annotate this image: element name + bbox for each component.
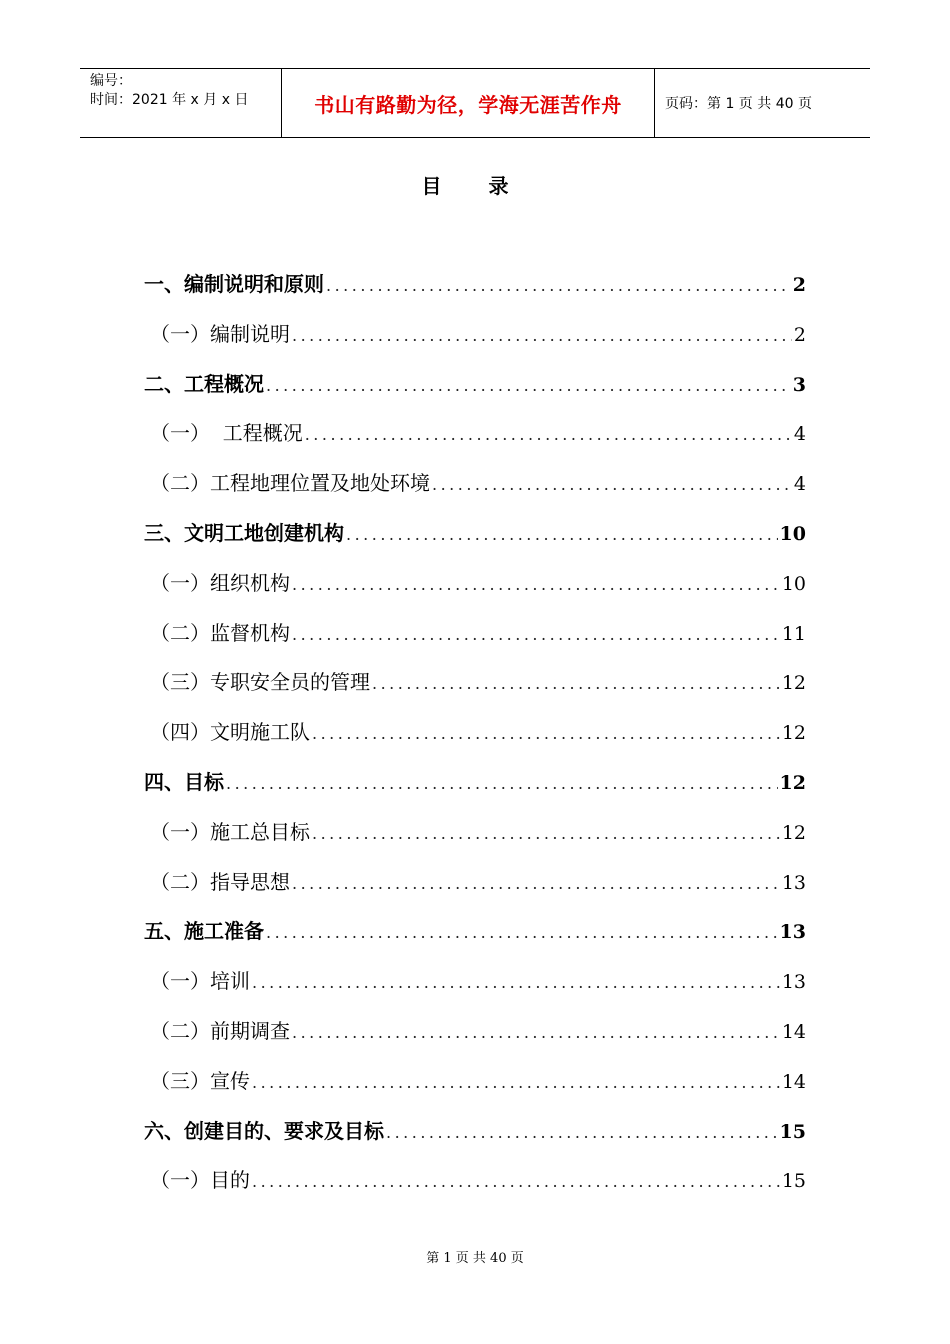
header-meta-cell (80, 69, 282, 137)
toc-dot-leader (386, 1115, 778, 1151)
toc-entry[interactable] (144, 913, 806, 963)
toc-entry[interactable] (144, 316, 806, 366)
toc-entry-page: 13 (781, 871, 806, 894)
toc-entry[interactable] (144, 465, 806, 515)
toc-entry-page: 14 (781, 1020, 806, 1043)
toc-entry[interactable] (144, 963, 806, 1013)
toc-entry[interactable] (144, 1162, 806, 1212)
document-time-label: 时间：2021 年 x 月 x 日 (90, 92, 249, 108)
toc-entry[interactable] (144, 764, 806, 814)
toc-title: 目 录 (421, 174, 529, 198)
toc-entry-label: （一）目的 (150, 1168, 250, 1193)
toc-entry-label: 四、目标 (144, 769, 224, 794)
toc-entry[interactable] (144, 515, 806, 565)
footer-page-number: 第 1 页 共 40 页 (426, 1251, 524, 1266)
toc-dot-leader (292, 866, 780, 902)
toc-dot-leader (252, 1164, 780, 1200)
toc-entry[interactable] (144, 864, 806, 914)
toc-entry[interactable] (144, 615, 806, 665)
toc-dot-leader (305, 417, 792, 453)
toc-dot-leader (266, 915, 778, 951)
toc-entry-label: 一、编制说明和原则 (144, 272, 324, 296)
toc-entry-page: 4 (793, 473, 806, 496)
toc-dot-leader (346, 517, 778, 553)
toc-entry[interactable] (144, 415, 806, 465)
toc-entry-label: （一）编制说明 (150, 321, 290, 346)
header-motto: 书山有路勤为径，学海无涯苦作舟 (314, 92, 622, 117)
toc-dot-leader (312, 816, 780, 852)
toc-entry-label: 三、文明工地创建机构 (144, 520, 344, 545)
toc-dot-leader (292, 318, 792, 354)
toc-entry-page: 10 (779, 522, 806, 545)
toc-entry-page: 3 (792, 373, 806, 396)
toc-dot-leader (432, 467, 792, 503)
toc-entry[interactable] (144, 366, 806, 416)
toc-dot-leader (312, 716, 780, 752)
header-page-info: 页码：第 1 页 共 40 页 (665, 96, 812, 112)
header-motto-cell (282, 69, 655, 137)
toc-entry[interactable] (144, 565, 806, 615)
toc-entry-label: （一）施工总目标 (150, 819, 310, 844)
page-footer (0, 1247, 950, 1266)
toc-dot-leader (252, 1065, 780, 1101)
toc-entry-label: 六、创建目的、要求及目标 (144, 1118, 384, 1143)
toc-dot-leader (292, 1015, 780, 1051)
toc-entry-page: 12 (781, 672, 806, 695)
toc-entry[interactable] (144, 1063, 806, 1113)
document-number-label: 编号： (90, 73, 132, 89)
toc-entry[interactable] (144, 714, 806, 764)
toc-entry-page: 14 (781, 1070, 806, 1093)
toc-dot-leader (252, 965, 780, 1001)
toc-entry[interactable] (144, 664, 806, 714)
header-page-cell (655, 69, 870, 137)
toc-entry-label: （二）工程地理位置及地处环境 (150, 471, 430, 496)
toc-entry[interactable] (144, 1013, 806, 1063)
toc-entry-label: （二）指导思想 (150, 869, 290, 894)
toc-entry[interactable] (144, 814, 806, 864)
toc-entry-label: （一）组织机构 (150, 570, 290, 595)
toc-dot-leader (292, 617, 780, 653)
toc-entry-page: 12 (781, 821, 806, 844)
toc-entry-page: 15 (781, 1170, 806, 1193)
toc-entry-page: 12 (781, 722, 806, 745)
toc-dot-leader (226, 766, 778, 802)
table-of-contents (144, 266, 806, 1212)
toc-dot-leader (372, 666, 780, 702)
toc-entry-label: 二、工程概况 (144, 371, 264, 396)
toc-dot-leader (326, 268, 791, 304)
toc-entry-label: 五、施工准备 (144, 919, 264, 944)
toc-entry-label: （二）监督机构 (150, 620, 290, 645)
toc-entry-page: 11 (781, 622, 806, 645)
toc-entry-label: （三）宣传 (150, 1068, 250, 1093)
toc-entry-label: （四）文明施工队 (150, 720, 310, 745)
toc-entry-label: （三）专职安全员的管理 (150, 670, 370, 695)
toc-entry-page: 2 (792, 274, 806, 296)
toc-entry-label: （二）前期调查 (150, 1018, 290, 1043)
toc-entry[interactable] (144, 1113, 806, 1163)
toc-entry-page: 13 (779, 921, 806, 944)
toc-entry[interactable] (144, 266, 806, 316)
page-header (80, 68, 870, 138)
toc-entry-label: （一）培训 (150, 969, 250, 994)
toc-entry-page: 2 (793, 323, 806, 346)
toc-dot-leader (266, 368, 791, 404)
toc-entry-page: 13 (781, 971, 806, 994)
toc-entry-label: （一） 工程概况 (150, 421, 303, 446)
toc-dot-leader (292, 567, 780, 603)
toc-entry-page: 10 (781, 572, 806, 595)
toc-entry-page: 12 (779, 771, 806, 794)
toc-entry-page: 15 (779, 1120, 806, 1143)
toc-entry-page: 4 (793, 423, 806, 446)
